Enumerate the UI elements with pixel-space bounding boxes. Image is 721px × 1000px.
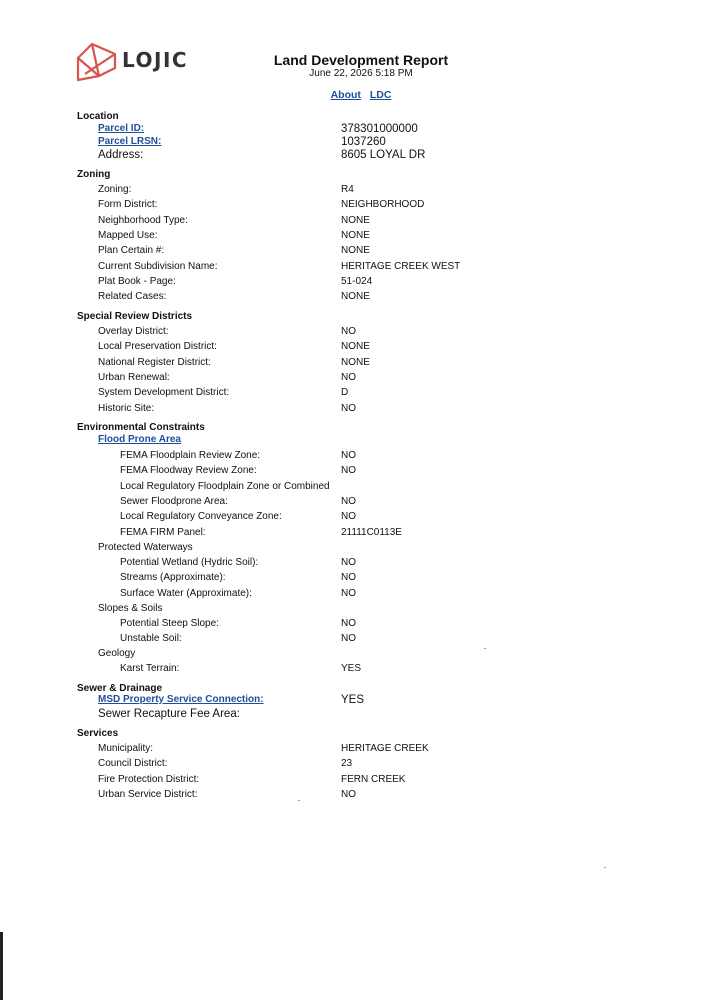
geology-value: YES	[341, 663, 362, 674]
parcel-id-link[interactable]: Parcel ID:	[98, 123, 145, 134]
slopes-heading: Slopes & Soils	[98, 603, 163, 614]
special-review-row	[0, 387, 721, 401]
flood-value: NO	[341, 495, 356, 507]
waterway-value: NO	[341, 587, 356, 599]
service-label: Urban Service District:	[98, 788, 198, 800]
msd-link[interactable]: MSD Property Service Connection:	[98, 694, 264, 705]
geology-row	[0, 663, 721, 677]
special-review-row	[0, 403, 721, 417]
lojic-logo-icon	[75, 40, 119, 84]
waterway-row	[0, 588, 721, 602]
service-label: Fire Protection District:	[98, 773, 200, 785]
waterway-label: Potential Wetland (Hydric Soil):	[120, 557, 259, 568]
geology-label: Karst Terrain:	[120, 663, 180, 674]
slope-row	[0, 618, 721, 632]
slope-value: NO	[341, 618, 356, 629]
zoning-label: Mapped Use:	[98, 229, 158, 241]
waterway-row	[0, 572, 721, 586]
flood-row	[0, 511, 721, 525]
flood-label: FEMA Floodway Review Zone:	[120, 465, 257, 477]
service-value: HERITAGE CREEK	[341, 743, 429, 754]
service-row	[0, 789, 721, 803]
address-label: Address:	[98, 149, 144, 161]
logo-text: LOJIC	[122, 48, 189, 72]
slope-label: Potential Steep Slope:	[120, 618, 219, 629]
header-links	[260, 89, 462, 101]
flood-prone-link[interactable]: Flood Prone Area	[98, 434, 181, 445]
scan-speck	[484, 648, 486, 649]
parcel-id-value: 378301000000	[341, 123, 418, 135]
recapture-row	[0, 708, 721, 722]
zoning-row	[0, 291, 721, 305]
waterway-value: NO	[341, 572, 356, 584]
zoning-value: NONE	[341, 229, 370, 241]
zoning-label: Related Cases:	[98, 291, 167, 303]
parcel-lrsn-link[interactable]: Parcel LRSN:	[98, 136, 162, 147]
scan-speck	[298, 800, 300, 801]
about-link[interactable]: About	[330, 89, 361, 101]
special-review-row	[0, 326, 721, 340]
special-review-label: Local Preservation District:	[98, 341, 217, 353]
flood-label: Local Regulatory Conveyance Zone:	[120, 511, 282, 523]
waterways-heading: Protected Waterways	[98, 542, 193, 553]
address-row	[0, 149, 721, 163]
special-review-label: Overlay District:	[98, 326, 169, 337]
zoning-row	[0, 245, 721, 259]
parcel-lrsn-row	[0, 136, 721, 150]
section-sewer: Sewer & Drainage	[77, 683, 163, 694]
slope-row	[0, 633, 721, 647]
zoning-value: 51-024	[341, 275, 373, 287]
zoning-row	[0, 215, 721, 229]
flood-row	[0, 450, 721, 464]
special-review-row	[0, 357, 721, 371]
service-value: FERN CREEK	[341, 773, 406, 785]
special-review-label: Historic Site:	[98, 402, 155, 414]
scan-edge	[0, 932, 3, 1000]
service-row	[0, 758, 721, 772]
parcel-id-row	[0, 123, 721, 137]
flood-label: Sewer Floodprone Area:	[120, 495, 228, 507]
special-review-value: NO	[341, 402, 356, 414]
special-review-value: NONE	[341, 356, 370, 368]
flood-row	[0, 527, 721, 541]
waterway-label: Streams (Approximate):	[120, 572, 226, 584]
zoning-label: Plan Certain #:	[98, 245, 165, 257]
slope-label: Unstable Soil:	[120, 633, 182, 645]
flood-label: FEMA FIRM Panel:	[120, 526, 206, 538]
flood-prone-row	[0, 434, 721, 448]
flood-value: NO	[341, 450, 356, 461]
special-review-value: NO	[341, 326, 356, 337]
zoning-value: HERITAGE CREEK WEST	[341, 260, 461, 272]
special-review-label: System Development District:	[98, 387, 230, 399]
zoning-label: Current Subdivision Name:	[98, 260, 218, 272]
geology-heading-row	[0, 648, 721, 662]
section-services: Services	[77, 728, 119, 739]
waterway-row	[0, 557, 721, 571]
zoning-value: NONE	[341, 291, 370, 303]
zoning-row	[0, 199, 721, 213]
section-special-review: Special Review Districts	[77, 311, 193, 322]
section-environmental: Environmental Constraints	[77, 422, 205, 433]
zoning-value: NONE	[341, 214, 370, 226]
zoning-value: NEIGHBORHOOD	[341, 199, 425, 211]
special-review-label: National Register District:	[98, 356, 211, 368]
flood-value: 21111C0113E	[341, 526, 402, 538]
zoning-label: Form District:	[98, 199, 158, 211]
slopes-heading-row	[0, 603, 721, 617]
flood-value: NO	[341, 511, 356, 523]
recapture-label: Sewer Recapture Fee Area:	[98, 708, 240, 720]
address-value: 8605 LOYAL DR	[341, 149, 426, 161]
special-review-row	[0, 372, 721, 386]
flood-row	[0, 496, 721, 510]
flood-row	[0, 465, 721, 479]
zoning-row	[0, 230, 721, 244]
zoning-value: NONE	[341, 245, 370, 257]
special-review-row	[0, 341, 721, 355]
report-title: Land Development Report	[273, 52, 449, 68]
waterway-label: Surface Water (Approximate):	[120, 587, 252, 599]
flood-value: NO	[341, 465, 356, 477]
service-row	[0, 774, 721, 788]
special-review-value: NONE	[341, 341, 370, 353]
flood-label: FEMA Floodplain Review Zone:	[120, 450, 261, 461]
geology-heading: Geology	[98, 648, 136, 659]
flood-row	[0, 481, 721, 495]
flood-label: Local Regulatory Floodplain Zone or Combined	[120, 480, 330, 492]
report-datetime: June 22, 2026 5:18 PM	[309, 68, 413, 79]
special-review-value: D	[341, 387, 349, 399]
parcel-lrsn-value: 1037260	[341, 136, 386, 148]
service-value: NO	[341, 788, 356, 800]
ldc-link[interactable]: LDC	[369, 89, 392, 101]
service-label: Council District:	[98, 758, 168, 770]
zoning-value: R4	[341, 184, 354, 195]
lojic-logo	[75, 40, 189, 84]
section-zoning: Zoning	[77, 169, 111, 180]
service-label: Municipality:	[98, 743, 154, 754]
zoning-row	[0, 276, 721, 290]
service-row	[0, 743, 721, 757]
slope-value: NO	[341, 633, 356, 645]
zoning-row	[0, 184, 721, 198]
service-value: 23	[341, 758, 353, 770]
msd-row	[0, 694, 721, 708]
msd-value: YES	[341, 694, 365, 706]
section-location: Location	[77, 111, 119, 122]
zoning-row	[0, 261, 721, 275]
waterways-heading-row	[0, 542, 721, 556]
scan-speck	[604, 867, 606, 868]
zoning-label: Zoning:	[98, 184, 132, 195]
zoning-label: Neighborhood Type:	[98, 214, 188, 226]
special-review-label: Urban Renewal:	[98, 371, 170, 383]
special-review-value: NO	[341, 371, 356, 383]
zoning-label: Plat Book - Page:	[98, 275, 176, 287]
waterway-value: NO	[341, 557, 356, 568]
